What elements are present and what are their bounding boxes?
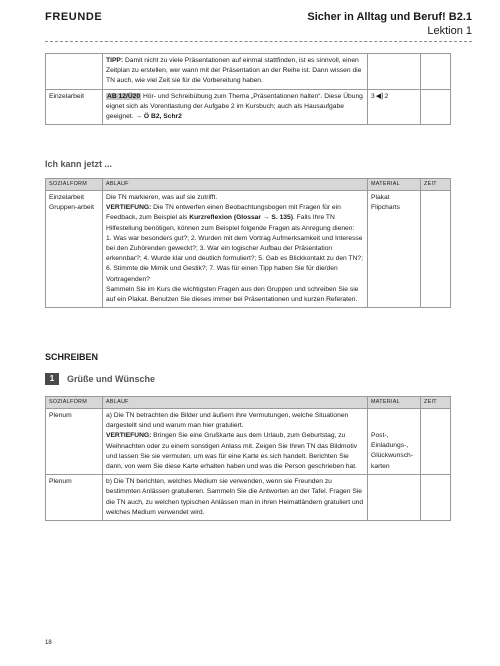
speaker-icon: ◀) bbox=[375, 92, 384, 100]
social-form-cell: Plenum bbox=[46, 475, 103, 521]
brand-label: FREUNDE bbox=[45, 11, 103, 23]
deepening-text-continued: . Falls Ihre TN Hilfestellung benötigen, können zum Beispiel folgende Fragen als Anregung dienen: bbox=[106, 214, 355, 232]
exercise-heading bbox=[45, 373, 155, 385]
exercise-number: 1 bbox=[45, 373, 59, 385]
column-header-time: ZEIT bbox=[421, 397, 451, 409]
task-a-text: a) Die TN betrachten die Bilder und äußern ihre Vermutungen, welche Situationen dargestellt sind und warum man hier gratuliert. bbox=[106, 412, 349, 430]
table-row bbox=[46, 191, 451, 308]
deepening-text: Die TN entwerfen einen Beobachtungsbogen mit Fragen für ein Feedback, zum Beispiel als bbox=[106, 204, 341, 222]
exercise-text: Hör- und Schreibübung zum Thema „Präsentationen halten“. Diese Übung eignet sich als Vorentlastung der Aufgabe 2 im Kursbuch; auch als Hausaufgabe geeignet. bbox=[106, 92, 363, 121]
audio-reference bbox=[371, 92, 388, 102]
deepening-paragraph bbox=[106, 431, 364, 472]
deepening-paragraph bbox=[106, 203, 364, 234]
column-header-flow: ABLAUF bbox=[103, 179, 368, 191]
column-header-social-form: SOZIALFORM bbox=[46, 179, 103, 191]
social-form-cell: Plenum bbox=[46, 409, 103, 475]
self-assessment-table bbox=[45, 178, 451, 308]
table-row bbox=[46, 54, 451, 90]
column-header-flow: ABLAUF bbox=[103, 397, 368, 409]
exercise-title: Grüße und Wünsche bbox=[67, 374, 156, 384]
deepening-label: VERTIEFUNG: bbox=[106, 432, 152, 440]
social-form-cell bbox=[46, 54, 103, 90]
flow-cell bbox=[103, 54, 368, 90]
flow-cell bbox=[103, 89, 368, 125]
deepening-text: Bringen Sie eine Grußkarte aus dem Urlaub, zum Geburtstag, zu Weihnachten oder zu einem sonstigen Anlass mit. Zeigen Sie Ihren TN das Bildmotiv und lassen Sie sie vermuten, um was für eine Karte es sich handelt. Berichten Sie dann, von wem Sie diese Karte erhalten haben und was die Person geschrieben hat. bbox=[106, 432, 358, 471]
time-cell bbox=[421, 475, 451, 521]
table-row bbox=[46, 89, 451, 125]
time-cell bbox=[421, 409, 451, 475]
tip-text: Damit nicht zu viele Präsentationen auf einmal stattfinden, ist es sinnvoll, einen Zeitplan zu erstellen, wer wann mit der Präsentation an der Reihe ist. Dann wissen die TN auch, wie viel Zeit sie für die Vorbereitung haben. bbox=[106, 57, 362, 85]
audio-track: 3 bbox=[371, 92, 375, 100]
column-header-time: ZEIT bbox=[421, 179, 451, 191]
time-cell bbox=[421, 89, 451, 125]
header-block bbox=[307, 10, 472, 38]
material-cell bbox=[368, 475, 421, 521]
column-header-material: MATERIAL bbox=[368, 179, 421, 191]
feedback-questions: 1. Was war besonders gut?; 2. Wurden mit dem Vortrag Aufmerksamkeit und Interesse bei den Zuhörenden geweckt?; 3. War ein logischer Aufbau der Präsentation erkennbar?; 4. Wurde klar und deutlich formuliert?; 5. Gab es Blickkontakt zu den TN?; 6. Stimmte die Mimik und Gestik?; 7. Was für einen Tipp haben Sie für die/den Vortragenden? bbox=[106, 234, 363, 283]
audio-number: 2 bbox=[384, 92, 389, 100]
tip-table bbox=[45, 53, 451, 125]
flow-cell bbox=[103, 409, 368, 475]
social-form-cell: Einzelarbeit Gruppen-arbeit bbox=[46, 191, 103, 308]
writing-section-title: SCHREIBEN bbox=[45, 352, 99, 362]
material-cell: Plakat Flipcharts bbox=[368, 191, 421, 308]
table-header-row bbox=[46, 397, 451, 409]
time-cell bbox=[421, 191, 451, 308]
flow-cell bbox=[103, 191, 368, 308]
header-divider bbox=[45, 41, 472, 42]
book-title: Sicher in Alltag und Beruf! B2.1 bbox=[307, 11, 472, 23]
material-cell bbox=[368, 89, 421, 125]
tip-label: TIPP: bbox=[106, 57, 124, 64]
material-text: Post-, Einladungs-, Glückwunsch-karten bbox=[371, 432, 413, 470]
glossary-reference: Kurzreflexion (Glossar → S. 135) bbox=[189, 214, 293, 222]
time-cell bbox=[421, 54, 451, 90]
workbook-reference: AB 12/Ü20 bbox=[107, 92, 141, 100]
page-number: 18 bbox=[45, 640, 52, 646]
table-row bbox=[46, 475, 451, 521]
table-header-row bbox=[46, 179, 451, 191]
material-cell bbox=[368, 409, 421, 475]
lesson-label: Lektion 1 bbox=[427, 25, 472, 37]
deepening-label: VERTIEFUNG: bbox=[106, 204, 152, 212]
intro-text: Die TN markieren, was auf sie zutrifft. bbox=[106, 194, 218, 201]
column-header-social-form: SOZIALFORM bbox=[46, 397, 103, 409]
closing-text: Sammeln Sie im Kurs die wichtigsten Fragen aus den Gruppen und schreiben Sie sie auf ein Plakat. Benutzen Sie dieses immer bei Präsentationen und kurzen Referaten. bbox=[106, 285, 359, 304]
column-header-material: MATERIAL bbox=[368, 397, 421, 409]
greetings-table bbox=[45, 396, 451, 521]
social-form-cell: Einzelarbeit bbox=[46, 89, 103, 125]
flow-cell: b) Die TN berichten, welches Medium sie verwenden, wenn sie Freunden zu bestimmten Anlässen gratulieren. Sammeln Sie die Antworten an der Tafel. Fragen Sie die TN auch, zu welchen typischen Anlässen man in ihren Heimatländern gratuliert und welches Medium verwendet wird. bbox=[103, 475, 368, 521]
table-row bbox=[46, 409, 451, 475]
section-heading: Ich kann jetzt ... bbox=[45, 159, 113, 169]
material-cell bbox=[368, 54, 421, 90]
cross-reference: → Ö B2, Schr2 bbox=[135, 113, 182, 121]
